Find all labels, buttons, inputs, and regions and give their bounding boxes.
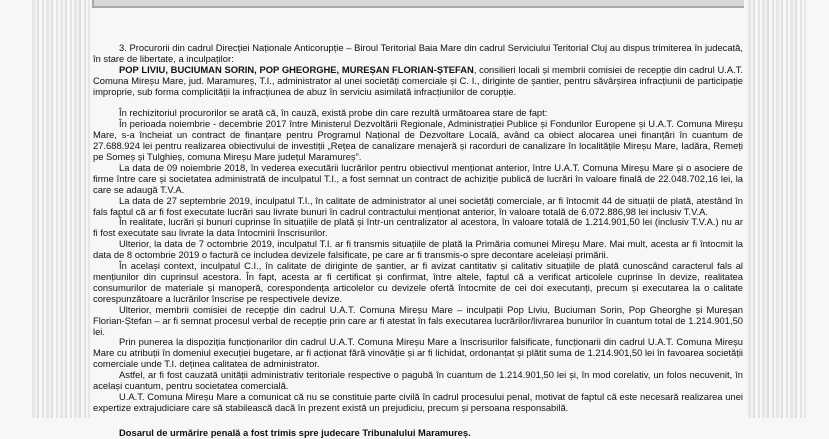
- paragraph-invoice: Ulterior, la data de 7 octombrie 2019, inculpatul T.I. ar fi transmis situațiile de plată la Primăria comunei Mireșu Mare. Mai mult, acesta ar fi întocmit la data de 8 octombrie 2019 o factură ce includea devizele falsificate, pe care ar fi transmis-o spre decontare aceleiași primării.: [93, 238, 743, 261]
- defendants-description: , consilieri locali și membrii comisiei de recepție din cadrul U.A.T. Comuna Mireșu Mare, jud. Maramureș, T.I., administrator al unei societăți comerciale și C. I., diriginte de șantier, pentru săvârșirea infracțiunii de participație improprie, sub forma complicității la infracțiunea de abuz în serviciu asimilată infracțiunilor de corupție.: [93, 63, 743, 97]
- paragraph-payment: Prin punerea la dispoziția funcționarilor din cadrul U.A.T. Comuna Mireșu Mare a înscrisurilor falsificate, funcționarii din cadrul U.A.T. Comuna Mireșu Mare cu atribuții în domeniul execuției bugetare, ar fi acționat fără vinovăție și ar fi lichidat, ordonanțat și plătit suma de 1.214.901,50 lei în favoarea societății comerciale unde T.I. deținea calitatea de administrator.: [93, 336, 743, 370]
- right-decorative-border: [746, 0, 806, 418]
- press-release-text: [93, 43, 743, 439]
- paragraph-civil-party: U.A.T. Comuna Mireșu Mare a comunicat că nu se constituie parte civilă în cadrul procesului penal, motivat de faptul că este necesară realizarea unei expertize extrajudiciare care să stabilească dacă în prezent există un prejudiciu, precum și persoana responsabilă.: [93, 390, 743, 413]
- left-decorative-border: [30, 0, 90, 418]
- conclusion-paragraph: [93, 428, 743, 439]
- content-panel: [90, 0, 746, 438]
- paragraph-reception-committee: Ulterior, membrii comisiei de recepție din cadrul U.A.T. Comuna Mireșu Mare – inculpații Pop Liviu, Buciuman Sorin, Pop Gheorghe și Mureșan Florian-Ștefan – ar fi semnat procesul verbal de recepție prin care ar fi atestat în fals executarea lucrărilor/livrarea bunurilor în cuantum total de 1.214.901,50 lei.: [93, 303, 743, 337]
- conclusion-text: Dosarul de urmărire penală a fost trimis spre judecare Tribunalului Maramureș.: [119, 426, 471, 438]
- panel-top-bar: [92, 0, 744, 8]
- defendants-paragraph: [93, 65, 743, 98]
- paragraph-financing-contract: În perioada noiembrie - decembrie 2017 între Ministerul Dezvoltării Regionale, Administrației Publice și Fondurilor Europene și U.A.T. Comuna Mireșu Mare, s-a încheiat un contract de finanțare pentru Programul Național de Dezvoltare Locală, având ca obiect alocarea unei finanțări în cuantum de 27.688.924 lei pentru realizarea obiectivului de investiții „Rețea de canalizare menajeră și racorduri de canalizare în localitățile Mireșu Mare, Iadăra, Remeți pe Someș și Tulghieș, comuna Mireșu Mare județul Maramureș”.: [93, 118, 743, 163]
- paragraph-payment-situations: La data de 27 septembrie 2019, inculpatul T.I., în calitate de administrator al unei societăți comerciale, ar fi întocmit 44 de situații de plată, atestând în fals faptul că ar fi fost executate lucrări sau livrate bunuri în cadrul contractului menționat anterior, în valoare totală de 6.072.886,98 lei inclusiv T.V.A.: [93, 194, 743, 217]
- paragraph-site-supervisor: În același context, inculpatul C.I., în calitate de diriginte de șantier, ar fi avizat cantitativ și calitativ situațiile de plată cunoscând caracterul fals al mențiunilor din cuprinsul acestora. În fapt, acesta ar fi certificat și confirmat, între altele, faptul că a verificat articolele cuprinse în devize, realitatea consumurilor de materiale și manoperă, corespondența articolelor cu devizele ofertă întocmite de cei doi executanți, precum și executarea la o calitate corespunzătoare a lucrărilor înscrise pe respectivele devize.: [93, 260, 743, 304]
- paragraph-reality: În realitate, lucrări și bunuri cuprinse în situațiile de plată și într-un centralizator al acestora, în valoare totală de 1.214.901,50 lei (inclusiv T.V.A.) nu ar fi fost executate sau livrate la data întocmirii înscrisurilor.: [93, 216, 743, 239]
- intro-paragraph: 3. Procurorii din cadrul Direcției Naționale Anticorupție – Biroul Teritorial Baia Mare din cadrul Serviciului Teritorial Cluj au dispus trimiterea în judecată, în stare de libertate, a inculpaților:: [93, 42, 743, 64]
- paragraph-facts-intro: În rechizitoriul procurorilor se arată că, în cauză, există probe din care rezultă următoarea stare de fapt:: [119, 107, 548, 119]
- paragraph-damage: Astfel, ar fi fost cauzată unității administrativ teritoriale respective o pagubă în cuantum de 1.214.901,50 lei și, în mod corelativ, un folos necuvenit, în același cuantum, pentru societatea comercială.: [93, 369, 743, 392]
- paragraph-works-contract: La data de 09 noiembrie 2018, în vederea executării lucrărilor pentru obiectivul menționat anterior, între U.A.T. Comuna Mireșu Mare și o asociere de firme între care și societatea administrată de inculpatul T.I., a fost semnat un contract de achiziție publică de lucrări în valoare finală de 22.048.702,16 lei, la care se adaugă T.V.A.: [93, 161, 743, 195]
- defendant-names: POP LIVIU, BUCIUMAN SORIN, POP GHEORGHE, MUREȘAN FLORIAN-ȘTEFAN: [119, 63, 474, 75]
